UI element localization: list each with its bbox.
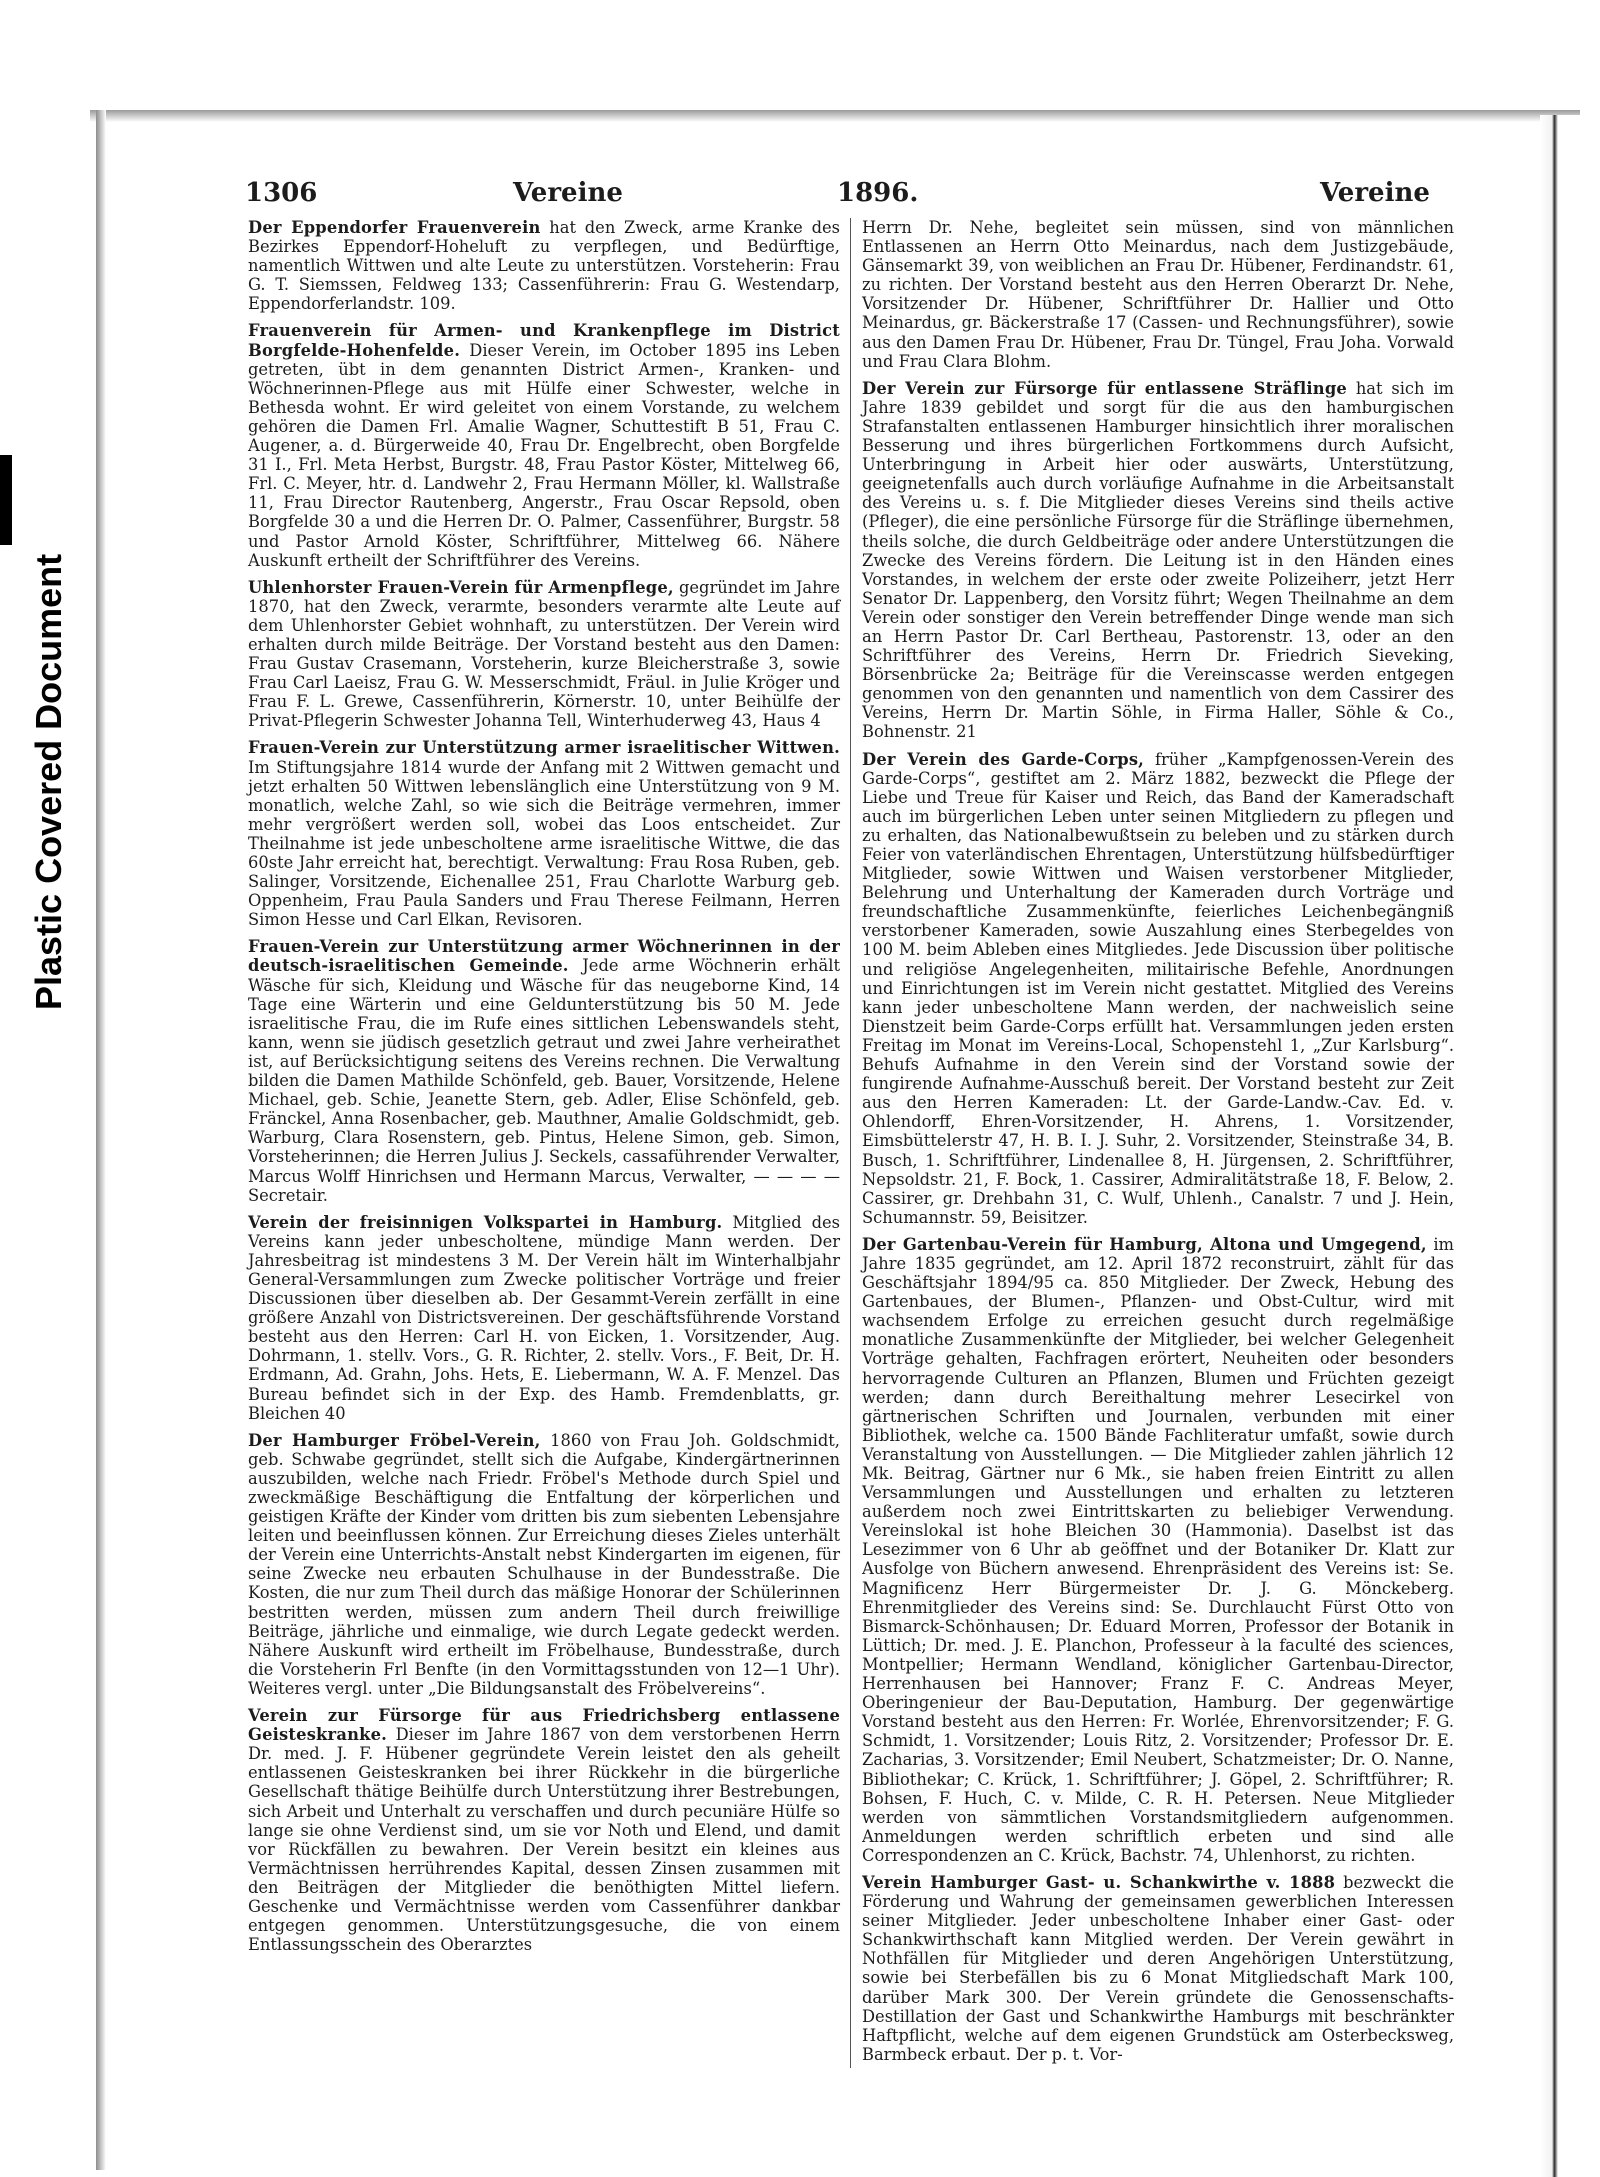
entry-freisinnige-volkspartei — [248, 1213, 840, 1423]
entry-uhlenhorster-frauenverein — [248, 578, 840, 731]
entry-title: Der Hamburger Fröbel-Verein, — [248, 1430, 541, 1450]
year-heading: 1896. — [837, 178, 919, 208]
column-divider — [850, 218, 851, 2068]
entry-gartenbau-verein — [862, 1235, 1454, 1865]
entry-body: Herrn Dr. Nehe, begleitet sein müssen, sind von männlichen Entlassenen an Herrn Otto Meinardus, nach dem Justizgebäude, Gänsemarkt 39, von weiblichen an Frau Dr. Hübener, Ferdinandstr. 61, zu richten. Der Vorstand besteht aus den Herren Oberarzt Dr. Nehe, Vorsitzender Dr. Hübener, Schriftführer Dr. Hallier und Otto Meinardus, gr. Bäckerstraße 17 (Cassen- und Rechnungsführer), sowie aus den Damen Frau Dr. Hübener, Frau Dr. Tüngel, Frau Joha. Vorwald und Frau Clara Blohm. — [862, 218, 1454, 371]
entry-body: Jede arme Wöchnerin erhält Wäsche für sich, Kleidung und Wäsche für das neugeborne Kind, 14 Tage eine Wärterin und eine Geldunterstützung bis 50 M. Jede israelitische Frau, die im Rufe eines sittlichen Lebenswandels steht, kann, wenn sie jüdisch gesetzlich getraut und zwei Jahre verheirathet ist, auf Berücksichtigung seitens des Vereins rechnen. Die Verwaltung bilden die Damen Mathilde Schönfeld, geb. Bauer, Vorsitzende, Helene Michael, geb. Schie, Jeanette Stern, geb. Adler, Elise Schönfeld, geb. Fränckel, Anna Rosenbacher, geb. Mauthner, Amalie Goldschmidt, geb. Warburg, Clara Rosenstern, geb. Pintus, Helene Simon, geb. Simon, Vorsteherinnen; die Herren Julius J. Seckels, cassaführender Verwalter, Marcus Wolff Hinrichsen und Hermann Marcus, Verwalter, — — — — Secretair. — [248, 956, 840, 1205]
entry-eppendorfer-frauenverein — [248, 218, 840, 313]
scan-shadow-left — [96, 110, 106, 2170]
entry-body: gegründet im Jahre 1870, hat den Zweck, verarmte, besonders verarmte alte Leute auf dem Uhlenhorster Gebiet wohnhaft, zu unterstützen. Der Verein wird erhalten durch milde Beiträge. Der Vorstand besteht aus den Damen: Frau Gustav Crasemann, Vorsteherin, kurze Bleicherstraße 3, sowie Frau Carl Laeisz, Frau G. W. Messerschmidt, Fräul. in Julie Kröger und Frau F. L. Grewe, Cassenführerin, Körnerstr. 10, unter Beihülfe der Privat-Pflegerin Schwester Johanna Tell, Winterhuderweg 43, Haus 4 — [248, 577, 840, 731]
left-column — [248, 218, 840, 1962]
entry-geisteskranke-continued — [862, 218, 1454, 371]
right-column — [862, 218, 1454, 2072]
entry-frauenverein-borgfelde — [248, 321, 840, 569]
scan-shadow-top — [90, 110, 1580, 122]
page-header — [245, 178, 1455, 218]
entry-body: Dieser Verein, im October 1895 ins Leben getreten, übt in dem genannten District Armen-, Kranken- und Wöchnerinnen-Pflege aus mit Hülfe einer Schwester, welche in Bethesda wohnt. Er wird geleitet von einem Vorstande, zu welchem gehören die Damen Frl. Amalie Wagner, Schuttestift B 51, Frau C. Augener, a. d. Bürgerweide 40, Frau Dr. Engelbrecht, oben Borgfelde 31 I., Frl. Meta Herbst, Burgstr. 48, Frau Pastor Köster, Mittelweg 66, Frl. C. Meyer, htr. d. Landwehr 2, Frau Hermann Möller, kl. Wallstraße 11, Frau Director Rautenberg, Angerstr., Frau Oscar Repsold, oben Borgfelde 30 a und die Herren Dr. O. Palmer, Cassenführer, Burgstr. 58 und Pastor Arnold Köster, Schriftführer, Mittelweg 66. Nähere Auskunft ertheilt der Schriftführer des Vereins. — [248, 340, 840, 570]
entry-title: Verein zur Fürsorge für aus Friedrichsberg entlassene Geisteskranke. — [248, 1706, 840, 1745]
entry-title: Verein Hamburger Gast- u. Schankwirthe v. 1888 — [862, 1872, 1336, 1892]
entry-title: Verein der freisinnigen Volkspartei in Hamburg. — [248, 1212, 723, 1232]
entry-title: Der Verein zur Fürsorge für entlassene Sträflinge — [862, 378, 1347, 398]
entry-body: Mitglied des Vereins kann jeder unbescholtene, mündige Mann werden. Der Jahresbeitrag ist mindestens 3 M. Der Verein hält im Winterhalbjahr General-Versammlungen zum Zwecke politischer Vorträge und freier Discussionen über dieselben ab. Der Gesammt-Verein zerfällt in eine größere Anzahl von Districtsvereinen. Der geschäftsführende Vorstand besteht aus den Herren: Carl H. von Eicken, 1. Vorsitzender, Aug. Dohrmann, 1. stellv. Vors., G. R. Richter, 2. stellv. Vors., F. Beit, Dr. H. Erdmann, Ad. Grahn, Johs. Hets, E. Liebermann, W. A. F. Menzel. Das Bureau befindet sich in der Exp. des Hamb. Fremdenblatts, gr. Bleichen 40 — [248, 1212, 841, 1423]
entry-title: Der Eppendorfer Frauenverein — [248, 218, 541, 237]
plastic-covered-label: Plastic Covered Document — [28, 553, 69, 1010]
entry-geisteskranke — [248, 1706, 840, 1954]
entry-body: hat sich im Jahre 1839 gebildet und sorgt für die aus den hamburgischen Strafanstalten entlassenen Hamburger hinsichtlich ihrer moralischen Besserung und ihres bürgerlichen Fortkommens durch Aufsicht, Unterbringung in Arbeit hier oder auswärts, Unterstützung, geeignetenfalls auch durch vorläufige Aufnahme in die Arbeitsanstalt des Vereins u. s. f. Die Mitglieder dieses Vereins sind theils active (Pfleger), die eine persönliche Fürsorge für die Sträflinge übernehmen, theils solche, die durch Geldbeiträge oder andere Unterstützungen die Zwecke des Vereins fördern. Die Leitung ist in den Händen eines Vorstandes, in welchem der erste oder zweite Polizeiherr, jetzt Herr Senator Dr. Lappenberg, den Vorsitz führt; Wegen Theilnahme an dem Verein oder sonstiger den Verein betreffender Dinge wende man sich an Herrn Pastor Dr. Carl Bertheau, Pastorenstr. 13, oder an den Schriftführer des Vereins, Herrn Dr. Friedrich Sieveking, Börsenbrücke 2a; Beiträge für die Vereinscasse werden entgegen genommen von den genannten und namentlich von dem Cassirer des Vereins, Herrn Dr. Martin Söhle, in Firma Haller, Söhle & Co., Bohnenstr. 21 — [862, 378, 1454, 742]
running-title-left: Vereine — [513, 178, 623, 208]
entry-title: Der Gartenbau-Verein für Hamburg, Altona und Umgegend, — [862, 1234, 1427, 1254]
entry-froebel-verein — [248, 1431, 840, 1698]
entry-garde-corps — [862, 750, 1454, 1227]
entry-title: Der Verein des Garde-Corps, — [862, 749, 1145, 769]
entry-title: Frauenverein für Armen- und Krankenpflege im District Borgfelde-Hohenfelde. — [248, 321, 840, 360]
entry-body: Dieser im Jahre 1867 von dem verstorbenen Herrn Dr. med. J. F. Hübener gegründete Verein leistet den als geheilt entlassenen Geisteskranken bei ihrer Rückkehr in die bürgerliche Gesellschaft thätige Beihülfe durch Unterstützung ihrer Bestrebungen, sich Arbeit und Unterhalt zu verschaffen und durch pecuniäre Hülfe so lange sie ohne Verdienst sind, um sie vor Noth und Elend, und damit vor Rückfällen zu bewahren. Der Verein besitzt ein kleines aus Vermächtnissen herrührendes Kapital, dessen Zinsen zusammen mit den Beiträgen der Mitglieder die benöthigten Mittel liefern. Geschenke und Vermächtnisse werden vom Cassenführer dankbar entgegen genommen. Unterstützungsgesuche, die von einem Entlassungsschein des Oberarztes — [248, 1725, 840, 1955]
entry-body: im Jahre 1835 gegründet, am 12. April 1872 reconstruirt, zählt für das Geschäftsjahr 1894/95 ca. 850 Mitglieder. Der Zweck, Hebung des Gartenbaues, der Blumen-, Pflanzen- und Obst-Cultur, wird mit wachsendem Erfolge zu erreichen gesucht durch regelmäßige monatliche Zusammenkünfte der Mitglieder, bei welcher Gelegenheit Vorträge gehalten, Fachfragen erörtert, Neuheiten oder besonders hervorragende Culturen an Pflanzen, Blumen und Früchten gezeigt werden; dann durch Bereithaltung mehrer Lesecirkel von gärtnerischen Schriften und Journalen, verbunden mit einer Bibliothek, welche ca. 1500 Bände Fachliteratur umfaßt, sowie durch Veranstaltung von Ausstellungen. — Die Mitglieder zahlen jährlich 12 Mk. Beitrag, Gärtner nur 6 Mk., sie haben freien Eintritt zu allen Versammlungen und Ausstellungen und erhalten zu letzteren außerdem noch zwei Eintrittskarten zu beliebiger Verwendung. Vereinslokal ist hohe Bleichen 30 (Hammonia). Daselbst ist das Lesezimmer von 6 Uhr ab geöffnet und der Botaniker Dr. Klatt zur Ausfolge von Büchern anwesend. Ehrenpräsident des Vereins ist: Se. Magnificenz Herr Bürgermeister Dr. J. G. Mönckeberg. Ehrenmitglieder des Vereins sind: Se. Durchlaucht Fürst Otto von Bismarck-Schönhausen; Dr. Eduard Morren, Professor der Botanik in Lüttich; Dr. med. J. E. Planchon, Professeur à la faculté des sciences, Montpellier; Hermann Wendland, königlicher Gartenbau-Director, Herrenhausen bei Hannover; Franz F. C. Andreas Meyer, Oberingenieur der Bau-Deputation, Hamburg. Der gegenwärtige Vorstand besteht aus den Herren: Fr. Worlée, Ehrenvorsitzender; F. G. Schmidt, 1. Vorsitzender; Louis Ritz, 2. Vorsitzender; Professor Dr. E. Zacharias, 3. Vorsitzender; Emil Neubert, Schatzmeister; Dr. O. Nanne, Bibliothekar; C. Krück, 1. Schriftführer; J. Göpel, 2. Schriftführer; R. Bohsen, F. Huch, C. v. Milde, C. R. H. Petersen. Neue Mitglieder werden von sämmtlichen Vorstandsmitgliedern aufgenommen. Anmeldungen werden schriftlich erbeten und sind alle Correspondenzen an C. Krück, Bachstr. 74, Uhlenhorst, zu richten. — [862, 1234, 1454, 1865]
scan-page-edge — [1540, 115, 1600, 2177]
entry-body: Im Stiftungsjahre 1814 wurde der Anfang mit 2 Wittwen gemacht und jetzt erhalten 50 Wittwen lebenslänglich eine Unterstützung von 9 M. monatlich, welche Zahl, so wie sich die Beiträge vermehren, immer mehr vergrößert werden soll, wobei das Loos entscheidet. Zur Theilnahme ist jede unbescholtene arme israelitische Wittwe, die das 60ste Jahr erreicht hat, berechtigt. Verwaltung: Frau Rosa Ruben, geb. Salinger, Vorsitzende, Eichenallee 251, Frau Charlotte Warburg geb. Oppenheim, Frau Paula Sanders und Frau Therese Feilmann, Herren Simon Hesse und Carl Elkan, Revisoren. — [248, 757, 840, 930]
entry-body: hat den Zweck, arme Kranke des Bezirkes Eppendorf-Hoheluft zu verpflegen, und Bedürftige, namentlich Wittwen und alte Leute zu unterstützen. Vorsteherin: Frau G. T. Siemssen, Feldweg 133; Cassenführerin: Frau G. Westendarp, Eppendorferlandstr. 109. — [248, 218, 840, 314]
entry-title: Frauen-Verein zur Unterstützung armer israelitischer Wittwen. — [248, 738, 840, 758]
side-label-fragment — [0, 455, 12, 545]
entry-straeflinge — [862, 379, 1454, 742]
entry-title: Uhlenhorster Frauen-Verein für Armenpflege, — [248, 577, 674, 597]
running-title-right: Vereine — [1320, 178, 1430, 208]
entry-title: Frauen-Verein zur Unterstützung armer Wöchnerinnen in der deutsch-israelitischen Gemeinde. — [248, 937, 840, 976]
entry-body: früher „Kampfgenossen-Verein des Garde-Corps“, gestiftet am 2. März 1882, bezweckt die Pflege der Liebe und Treue für Kaiser und Reich, das Band der Kameradschaft auch im bürgerlichen Leben unter seinen Mitgliedern zu pflegen und zu erhalten, das Nationalbewußtsein zu beleben und zu stärken durch Feier von vaterländischen Ehrentagen, Unterstützung hülfsbedürftiger Mitglieder, sowie Wittwen und Waisen verstorbener Mitglieder, Belehrung und Unterhaltung der Kameraden durch Vorträge und freundschaftliche Zusammenkünfte, feierliches Leichenbegängniß verstorbener Kameraden, sowie Auszahlung eines Sterbegeldes von 100 M. beim Ableben eines Mitgliedes. Jede Discussion über politische und religiöse Angelegenheiten, militairische Befehle, Anordnungen und Einrichtungen ist im Verein nicht gestattet. Mitglied des Vereins kann jeder unbescholtene Mann werden, der nachweislich seine Dienstzeit beim Garde-Corps erfüllt hat. Versammlungen jeden ersten Freitag im Monat im Vereins-Local, Schopenstehl 1, „Zur Karlsburg“. Behufs Aufnahme in den Verein sind der Vorstand sowie der fungirende Aufnahme-Ausschuß bereit. Der Vorstand besteht zur Zeit aus den Herren Kameraden: Lt. der Garde-Landw.-Cav. Ed. v. Ohlendorff, Ehren-Vorsitzender, H. Ahrens, 1. Vorsitzender, Eimsbüttelerstr 47, H. B. I. J. Suhr, 2. Vorsitzender, Steinstraße 34, B. Busch, 1. Schriftführer, Lindenallee 8, H. Jürgensen, 2. Schriftführer, Nepsoldstr. 21, F. Bock, 1. Cassirer, Admiralitätstraße 18, F. Below, 2. Cassirer, gr. Drehbahn 31, C. Wulf, Uhlenh., Canalstr. 7 und J. Hein, Schumannstr. 59, Beisitzer. — [862, 749, 1454, 1227]
entry-israelitische-wittwen — [248, 738, 840, 929]
entry-body: 1860 von Frau Joh. Goldschmidt, geb. Schwabe gegründet, stellt sich die Aufgabe, Kindergärtnerinnen auszubilden, welche nach Friedr. Fröbel's Methode durch Spiel und zweckmäßige Beschäftigung die Entfaltung der körperlichen und geistigen Kräfte der Kinder vom dritten bis zum siebenten Lebensjahre leiten und beeinflussen können. Zur Erreichung dieses Zieles unterhält der Verein eine Unterrichts-Anstalt nebst Kindergarten im eigenen, für seine Zwecke neu erbauten Schulhause in der Bundesstraße. Die Kosten, die nur zum Theil durch das mäßige Honorar der Schülerinnen bestritten werden, müssen zum andern Theil durch freiwillige Beiträge, jährliche und einmalige, wie durch Legate gedeckt werden. Nähere Auskunft wird ertheilt im Fröbelhause, Bundesstraße, durch die Vorsteherin Frl Benfte (in den Vormittagsstunden von 12—1 Uhr). Weiteres vergl. unter „Die Bildungsanstalt des Fröbelvereins“. — [248, 1430, 840, 1698]
entry-woechnerinnen — [248, 937, 840, 1204]
entry-body: bezweckt die Förderung und Wahrung der gemeinsamen gewerblichen Interessen seiner Mitglieder. Jeder unbescholtene Inhaber einer Gast- oder Schankwirthschaft kann Mitglied werden. Der Verein gewährt in Nothfällen für Mitglieder und deren Angehörigen Unterstützung, sowie bei Sterbefällen bis zu 6 Monat Mitgliedschaft Mark 100, darüber Mark 300. Der Verein gründete die Genossenschafts-Destillation der Gast und Schankwirthe Hamburgs mit beschränkter Haftpflicht, welche auf dem eigenen Grundstück am Osterbecksweg, Barmbeck erbaut. Der p. t. Vor- — [862, 1872, 1454, 2064]
entry-gastwirthe — [862, 1873, 1454, 2064]
page-number: 1306 — [245, 178, 318, 208]
